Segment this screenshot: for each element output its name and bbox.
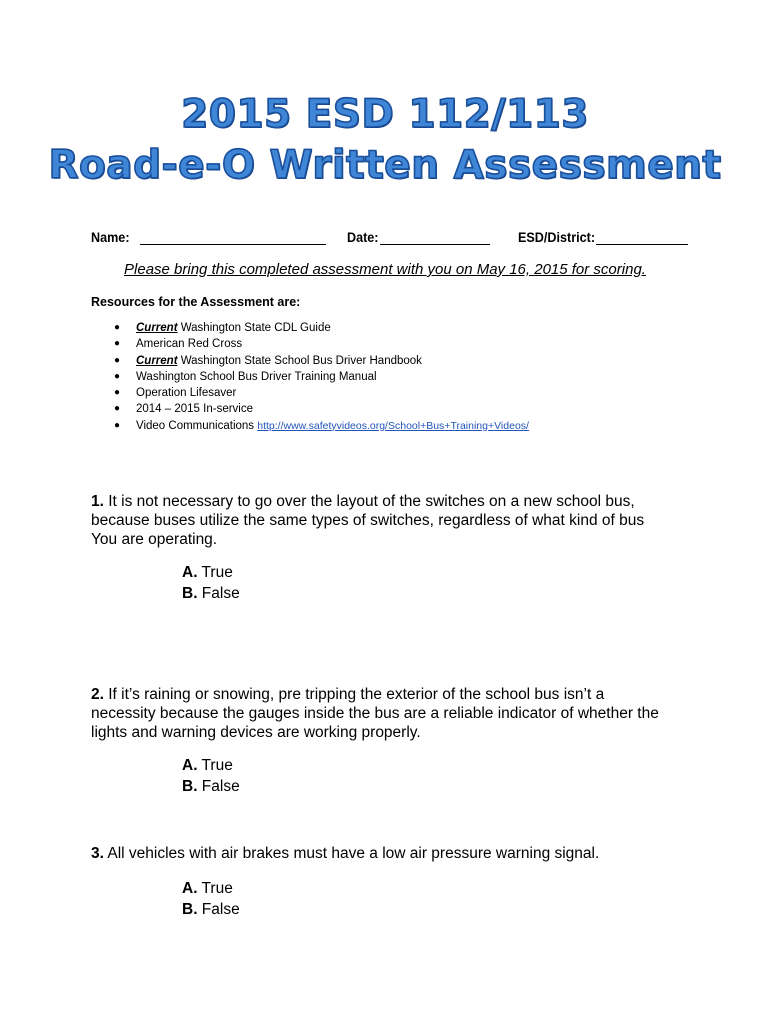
option-letter: B. <box>182 777 198 795</box>
resource-item <box>114 320 529 336</box>
question-line: lights and warning devices are working properly. <box>91 724 421 741</box>
bullet-icon: ● <box>114 338 121 350</box>
option-a[interactable] <box>182 563 240 584</box>
question-3-options <box>182 879 240 920</box>
bullet-icon: ● <box>114 354 121 366</box>
bullet-icon: ● <box>114 387 121 399</box>
option-a[interactable] <box>182 879 240 900</box>
question-text: All vehicles with air brakes must have a low air pressure warning signal. <box>103 845 600 862</box>
question-2-options <box>182 756 240 797</box>
option-text: True <box>197 564 233 581</box>
option-text: False <box>197 584 240 602</box>
resource-text: Operation Lifesaver <box>136 387 237 400</box>
video-resource-link[interactable]: http://www.safetyvideos.org/School+Bus+Training+Videos/ <box>257 419 529 432</box>
question-text: If it’s raining or snowing, pre tripping the exterior of the school bus isn’t a <box>103 686 605 703</box>
date-label: Date: <box>347 229 379 245</box>
question-2 <box>91 685 691 742</box>
option-letter: B. <box>182 900 198 918</box>
option-b[interactable] <box>182 777 240 798</box>
name-label: Name: <box>91 229 130 245</box>
question-line: because buses utilize the same types of switches, regardless of what kind of bus <box>91 512 645 529</box>
resource-item <box>114 336 529 352</box>
name-field[interactable] <box>140 244 326 245</box>
option-letter: A. <box>182 757 198 774</box>
document-title: 2015 ESD 112/113 <box>181 92 589 137</box>
question-line <box>91 492 691 511</box>
question-text: It is not necessary to go over the layout of the switches on a new school bus, <box>103 493 635 510</box>
question-number: 3. <box>91 845 104 862</box>
bullet-icon: ● <box>114 322 121 333</box>
option-b[interactable] <box>182 584 240 605</box>
resource-item <box>114 385 529 401</box>
question-line <box>91 844 691 863</box>
question-1-options <box>182 563 240 604</box>
resource-item <box>114 369 529 385</box>
resources-heading: Resources for the Assessment are: <box>91 295 301 309</box>
resource-text: Washington School Bus Driver Training Manual <box>136 370 377 383</box>
resource-emphasis: Current <box>136 354 178 367</box>
option-b[interactable] <box>182 900 240 921</box>
question-3 <box>91 844 691 863</box>
question-number: 2. <box>91 686 104 703</box>
question-line: You are operating. <box>91 531 218 548</box>
option-text: True <box>197 880 233 897</box>
resource-emphasis: Current <box>136 322 178 334</box>
resource-text: Video Communications <box>136 419 258 432</box>
bullet-icon: ● <box>114 370 121 382</box>
resource-text: 2014 – 2015 In-service <box>136 403 253 416</box>
option-text: False <box>197 900 240 918</box>
resources-list <box>114 320 529 434</box>
submission-notice: Please bring this completed assessment with you on May 16, 2015 for scoring. <box>124 261 646 278</box>
resource-text: American Red Cross <box>136 338 243 351</box>
option-text: True <box>197 757 233 774</box>
option-letter: A. <box>182 564 198 581</box>
resource-item <box>114 418 529 434</box>
resource-item <box>114 353 529 369</box>
resource-item <box>114 401 529 417</box>
district-field[interactable] <box>596 244 688 245</box>
district-label: ESD/District: <box>518 229 596 245</box>
question-number: 1. <box>91 493 104 510</box>
bullet-icon: ● <box>114 403 121 415</box>
header-fields <box>91 229 691 249</box>
resource-text: Washington State CDL Guide <box>177 322 331 334</box>
question-line: necessity because the gauges inside the bus are a reliable indicator of whether the <box>91 705 659 722</box>
option-a[interactable] <box>182 756 240 777</box>
option-text: False <box>197 777 240 795</box>
document-subtitle: Road-e-O Written Assessment <box>48 143 722 188</box>
question-line <box>91 685 691 704</box>
resource-text: Washington State School Bus Driver Handbook <box>177 354 422 367</box>
option-letter: A. <box>182 880 198 897</box>
date-field[interactable] <box>380 244 490 245</box>
bullet-icon: ● <box>114 419 121 431</box>
question-1 <box>91 492 691 549</box>
option-letter: B. <box>182 584 198 602</box>
